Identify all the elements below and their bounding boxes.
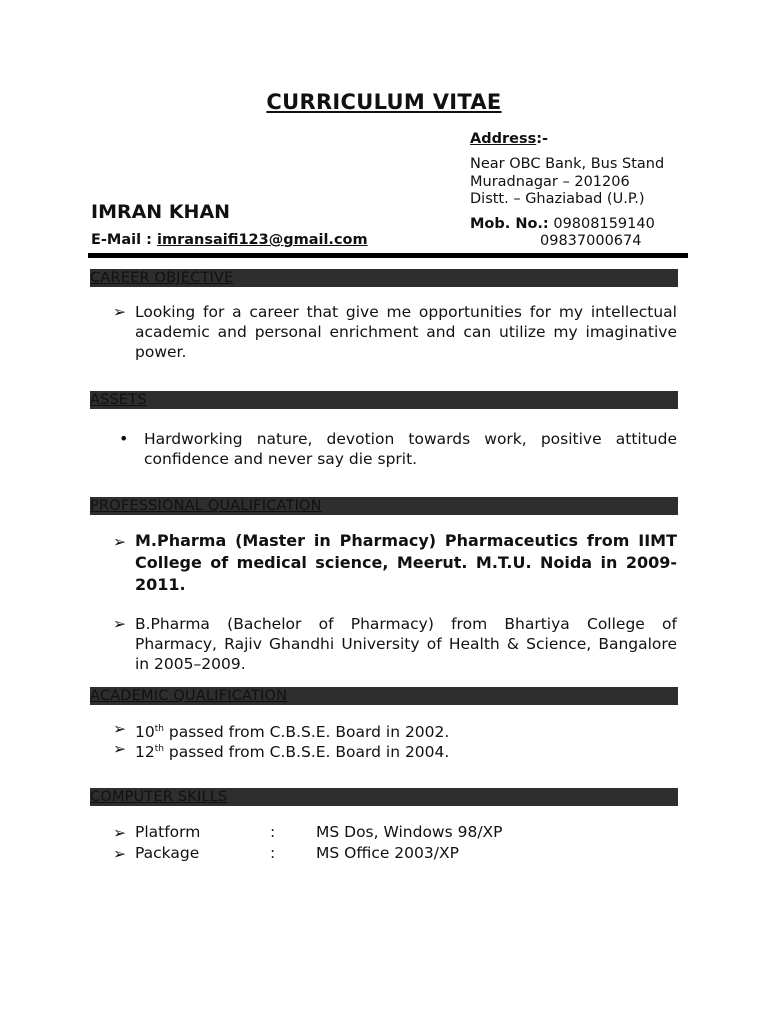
section-heading-computer-label: COMPUTER SKILLS — [90, 789, 228, 805]
section-heading-assets — [90, 391, 678, 409]
skill-platform-sep: : — [270, 823, 276, 841]
arrow-bullet-icon: ➢ — [113, 303, 126, 321]
mobile-line — [470, 216, 655, 233]
skill-package-sep: : — [270, 844, 276, 862]
email-label: E-Mail : — [91, 232, 157, 248]
section-heading-career — [90, 269, 678, 287]
arrow-bullet-icon: ➢ — [113, 740, 126, 758]
section-heading-career-label: CAREER OBJECTIVE — [90, 270, 234, 286]
academic-10th-sup: th — [154, 724, 164, 734]
assets-text: Hardworking nature, devotion towards work, positive attitude confidence and never say die sprit. — [144, 430, 677, 468]
address-line-2: Muradnagar – 201206 — [470, 174, 630, 190]
skill-platform-label: Platform — [135, 823, 201, 841]
skill-package-label: Package — [135, 844, 200, 862]
mobile-number-1: 09808159140 — [553, 216, 655, 232]
arrow-bullet-icon: ➢ — [113, 615, 126, 633]
section-heading-professional-label: PROFESSIONAL QUALIFICATION — [90, 498, 322, 514]
section-heading-academic — [90, 687, 678, 705]
arrow-bullet-icon: ➢ — [113, 720, 126, 738]
section-heading-academic-label: ACADEMIC QUALIFICATION — [90, 688, 288, 704]
address-line-3: Distt. – Ghaziabad (U.P.) — [470, 191, 645, 207]
academic-10th-num: 10 — [135, 723, 155, 742]
section-heading-assets-label: ASSETS — [90, 392, 147, 408]
arrow-bullet-icon: ➢ — [113, 845, 126, 863]
mobile-number-2: 09837000674 — [540, 233, 642, 249]
address-line-1: Near OBC Bank, Bus Stand — [470, 156, 665, 172]
academic-12th-rest: passed from C.B.S.E. Board in 2004. — [163, 743, 450, 762]
professional-item-mpharma: M.Pharma (Master in Pharmacy) Pharmaceutics from IIMT College of medical science, Meerut. M.T.U. Noida in 2009-2011. — [135, 531, 677, 594]
skill-package-value: MS Office 2003/XP — [316, 844, 459, 862]
academic-12th-sup: th — [154, 744, 164, 754]
dot-bullet-icon: • — [119, 429, 129, 448]
academic-item-12th — [135, 739, 677, 762]
email-link[interactable]: imransaifi123@gmail.com — [156, 232, 368, 248]
address-heading-label: Address — [470, 131, 537, 147]
document-title: CURRICULUM VITAE — [266, 90, 502, 114]
arrow-bullet-icon: ➢ — [113, 824, 126, 842]
address-heading-suffix: :- — [536, 131, 549, 147]
email-line — [91, 232, 368, 248]
section-heading-computer — [90, 788, 678, 806]
academic-12th-num: 12 — [135, 743, 155, 762]
professional-item-bpharma: B.Pharma (Bachelor of Pharmacy) from Bhartiya College of Pharmacy, Rajiv Ghandhi University of Health & Science, Bangalore in 2005–2009. — [135, 615, 677, 673]
address-heading — [470, 131, 548, 147]
mobile-label: Mob. No.: — [470, 216, 549, 232]
header-divider — [88, 253, 688, 258]
arrow-bullet-icon: ➢ — [113, 533, 126, 551]
skill-platform-value: MS Dos, Windows 98/XP — [316, 823, 503, 841]
section-heading-professional — [90, 497, 678, 515]
career-objective-text: Looking for a career that give me opportunities for my intellectual academic and personal enrichment and can utilize my imaginative power. — [135, 303, 677, 361]
candidate-name: IMRAN KHAN — [91, 201, 231, 223]
academic-10th-rest: passed from C.B.S.E. Board in 2002. — [163, 723, 450, 742]
